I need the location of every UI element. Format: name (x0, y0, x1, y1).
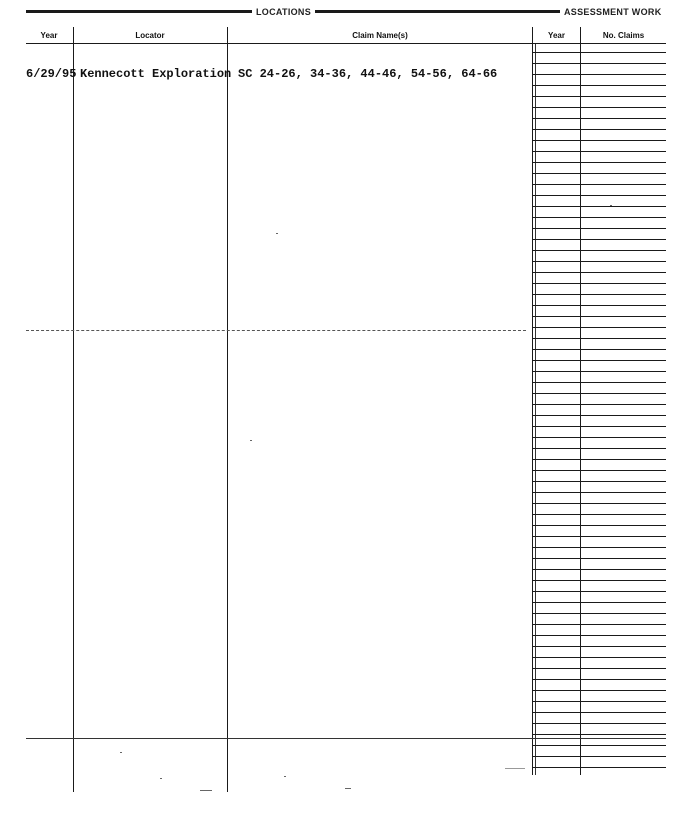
assessment-row-line (533, 74, 666, 75)
assessment-row-line (533, 591, 666, 592)
assessment-row-line (533, 393, 666, 394)
assessment-work-section-label: ASSESSMENT WORK (560, 6, 666, 19)
dashed-separator-lower (26, 738, 666, 739)
assessment-row-line (533, 228, 666, 229)
assessment-row-line (533, 217, 666, 218)
assessment-row-line (533, 767, 666, 768)
assessment-row-line (533, 162, 666, 163)
assessment-row-line (533, 107, 666, 108)
header-year: Year (40, 31, 58, 40)
assessment-row-line (533, 602, 666, 603)
assessment-row-line (533, 85, 666, 86)
assessment-row-line (533, 503, 666, 504)
assessment-row-line (533, 239, 666, 240)
column-divider-locator (227, 27, 228, 792)
assessment-row-line (533, 272, 666, 273)
assessment-row-line (533, 514, 666, 515)
dashed-separator-upper (26, 330, 526, 331)
scan-speck (250, 440, 252, 441)
locations-section-label: LOCATIONS (252, 6, 315, 19)
assessment-row-line (533, 756, 666, 757)
assessment-row-line (533, 327, 666, 328)
assessment-row-line (533, 459, 666, 460)
assessment-row-line (533, 580, 666, 581)
assessment-row-line (533, 525, 666, 526)
scan-speck (160, 778, 162, 779)
assessment-row-line (533, 569, 666, 570)
assessment-row-line (533, 635, 666, 636)
assessment-row-line (533, 52, 666, 53)
column-divider-claims-inner (535, 44, 536, 775)
header-rule (26, 43, 666, 44)
assessment-row-line (533, 679, 666, 680)
assessment-row-line (533, 613, 666, 614)
assessment-row-line (533, 690, 666, 691)
assessment-row-line (533, 261, 666, 262)
assessment-row-line (533, 745, 666, 746)
assessment-row-line (533, 173, 666, 174)
entry-locator: Kennecott Exploration (80, 67, 232, 81)
header-no-claims: No. Claims (602, 31, 645, 40)
assessment-row-line (533, 206, 666, 207)
assessment-row-line (533, 646, 666, 647)
assessment-row-line (533, 371, 666, 372)
scan-speck (200, 790, 212, 791)
header-assessment-year: Year (548, 31, 565, 40)
assessment-row-line (533, 668, 666, 669)
assessment-row-line (533, 448, 666, 449)
form-banner (0, 0, 678, 20)
entry-year: 6/29/95 (26, 67, 77, 81)
header-locator: Locator (135, 31, 165, 40)
assessment-row-line (533, 712, 666, 713)
column-divider-year (73, 27, 74, 792)
assessment-row-line (533, 415, 666, 416)
assessment-row-line (533, 349, 666, 350)
assessment-row-line (533, 492, 666, 493)
assessment-row-line (533, 360, 666, 361)
assessment-row-line (533, 140, 666, 141)
assessment-row-line (533, 437, 666, 438)
assessment-row-line (533, 118, 666, 119)
assessment-row-line (533, 470, 666, 471)
scan-speck (276, 233, 278, 234)
scan-speck (610, 205, 612, 206)
assessment-row-line (533, 283, 666, 284)
assessment-row-line (533, 426, 666, 427)
assessment-row-line (533, 305, 666, 306)
assessment-row-line (533, 63, 666, 64)
assessment-row-line (533, 382, 666, 383)
assessment-row-line (533, 723, 666, 724)
assessment-row-line (533, 404, 666, 405)
entry-claim-names: SC 24-26, 34-36, 44-46, 54-56, 64-66 (238, 67, 498, 81)
assessment-row-line (533, 734, 666, 735)
assessment-row-line (533, 195, 666, 196)
header-claim-names: Claim Name(s) (352, 31, 408, 40)
scan-speck (505, 768, 525, 769)
assessment-row-line (533, 624, 666, 625)
assessment-row-line (533, 250, 666, 251)
assessment-row-line (533, 701, 666, 702)
assessment-row-line (533, 316, 666, 317)
assessment-row-line (533, 481, 666, 482)
scan-speck (284, 776, 286, 777)
assessment-row-line (533, 536, 666, 537)
assessment-row-line (533, 294, 666, 295)
scan-speck (345, 788, 351, 789)
assessment-row-line (533, 129, 666, 130)
assessment-row-line (533, 547, 666, 548)
assessment-row-line (533, 151, 666, 152)
assessment-row-line (533, 184, 666, 185)
scan-speck (120, 752, 122, 753)
assessment-row-line (533, 657, 666, 658)
assessment-row-line (533, 96, 666, 97)
assessment-row-line (533, 558, 666, 559)
assessment-row-line (533, 338, 666, 339)
